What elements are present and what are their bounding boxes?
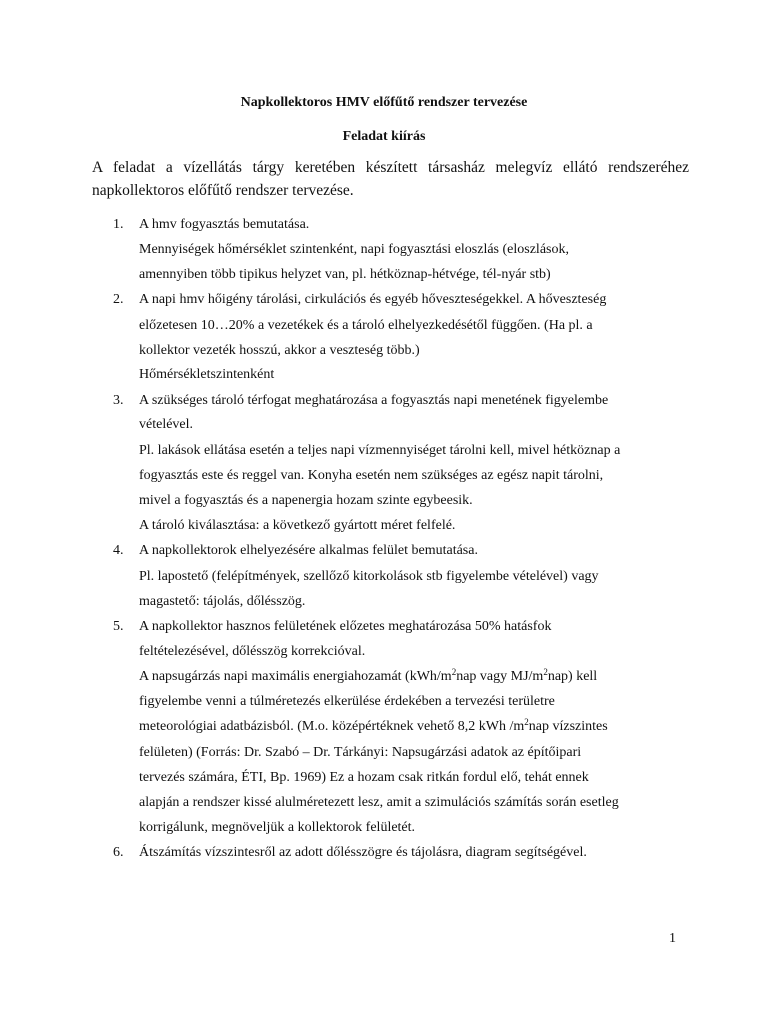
list-item-number: 5. <box>113 619 124 634</box>
list-item-number: 6. <box>113 845 124 860</box>
list-item-line: feltételezésével, dőlésszög korrekcióval. <box>139 644 366 659</box>
list-item-line: Pl. lakások ellátása esetén a teljes napi vízmennyiséget tárolni kell, mivel hétköznap a <box>139 443 621 458</box>
list-item-line: A szükséges tároló térfogat meghatározása a fogyasztás napi menetének figyelembe <box>139 393 609 408</box>
list-item-line: fogyasztás este és reggel van. Konyha esetén nem szükséges az egész napit tárolni, <box>139 468 604 483</box>
list-item-number: 2. <box>113 292 124 307</box>
document-title: Napkollektoros HMV előfűtő rendszer tervezése <box>240 95 528 110</box>
list-item-line: alapján a rendszer kissé alulméretezett lesz, amit a szimulációs számítás során esetleg <box>139 795 619 810</box>
list-item-line: felületen) (Forrás: Dr. Szabó – Dr. Tárkányi: Napsugárzási adatok az építőipari <box>139 745 582 760</box>
list-item-line: meteorológiai adatbázisból. (M.o. középértéknek vehető 8,2 kWh $/m^2nap$ vízszintes <box>139 717 608 734</box>
list-item-line: Pl. lapostető (felépítmények, szellőző kitorkolások stb figyelembe vételével) vagy <box>139 569 599 584</box>
document-subtitle: Feladat kiírás <box>342 129 426 144</box>
list-item-line: A napkollektor hasznos felületének előzetes meghatározása 50% hatásfok <box>139 619 552 634</box>
list-item-number: 1. <box>113 217 124 232</box>
list-item-line: magastető: tájolás, dőlésszög. <box>139 594 306 609</box>
list-item-line: kollektor vezeték hosszú, akkor a veszteség több.) <box>139 343 420 358</box>
list-item-line: A napi hmv hőigény tárolási, cirkulációs és egyéb hőveszteségekkel. A hőveszteség <box>139 292 607 307</box>
list-item-line: Átszámítás vízszintesről az adott dőlésszögre és tájolásra, diagram segítségével. <box>139 845 587 860</box>
list-item-line: A tároló kiválasztása: a következő gyártott méret felfelé. <box>139 518 456 533</box>
intro-line: A feladat a vízellátás tárgy keretében készített társasház melegvíz ellátó rendszeréhez <box>92 159 689 176</box>
list-item-line: Hőmérsékletszintenként <box>139 367 275 382</box>
list-item-line: előzetesen 10…20% a vezetékek és a tároló elhelyezkedésétől függően. (Ha pl. a <box>139 318 593 333</box>
list-item-number: 4. <box>113 543 124 558</box>
list-item-line: korrigálunk, megnöveljük a kollektorok felületét. <box>139 820 416 835</box>
list-item-line: Mennyiségek hőmérséklet szintenként, napi fogyasztási eloszlás (eloszlások, <box>139 242 569 257</box>
intro-line: napkollektoros előfűtő rendszer tervezése. <box>92 182 354 199</box>
list-item-line: amennyiben több tipikus helyzet van, pl. hétköznap-hétvége, tél-nyár stb) <box>139 267 551 282</box>
list-item-line: figyelembe venni a túlméretezés elkerülése érdekében a tervezési területre <box>139 694 555 709</box>
list-item-line: A napsugárzás napi maximális energiahozamát ($kWh/m^2nap$ vagy $MJ/m^2nap$) kell <box>139 667 598 684</box>
list-item-line: tervezés számára, ÉTI, Bp. 1969) Ez a hozam csak ritkán fordul elő, tehát ennek <box>139 770 589 785</box>
list-item-line: A hmv fogyasztás bemutatása. <box>139 217 310 232</box>
list-item-number: 3. <box>113 393 124 408</box>
list-item-line: vételével. <box>139 417 194 432</box>
list-item-line: mivel a fogyasztás és a napenergia hozam szinte egybeesik. <box>139 493 473 508</box>
list-item-line: A napkollektorok elhelyezésére alkalmas felület bemutatása. <box>139 543 478 558</box>
page-number: 1 <box>669 931 676 946</box>
